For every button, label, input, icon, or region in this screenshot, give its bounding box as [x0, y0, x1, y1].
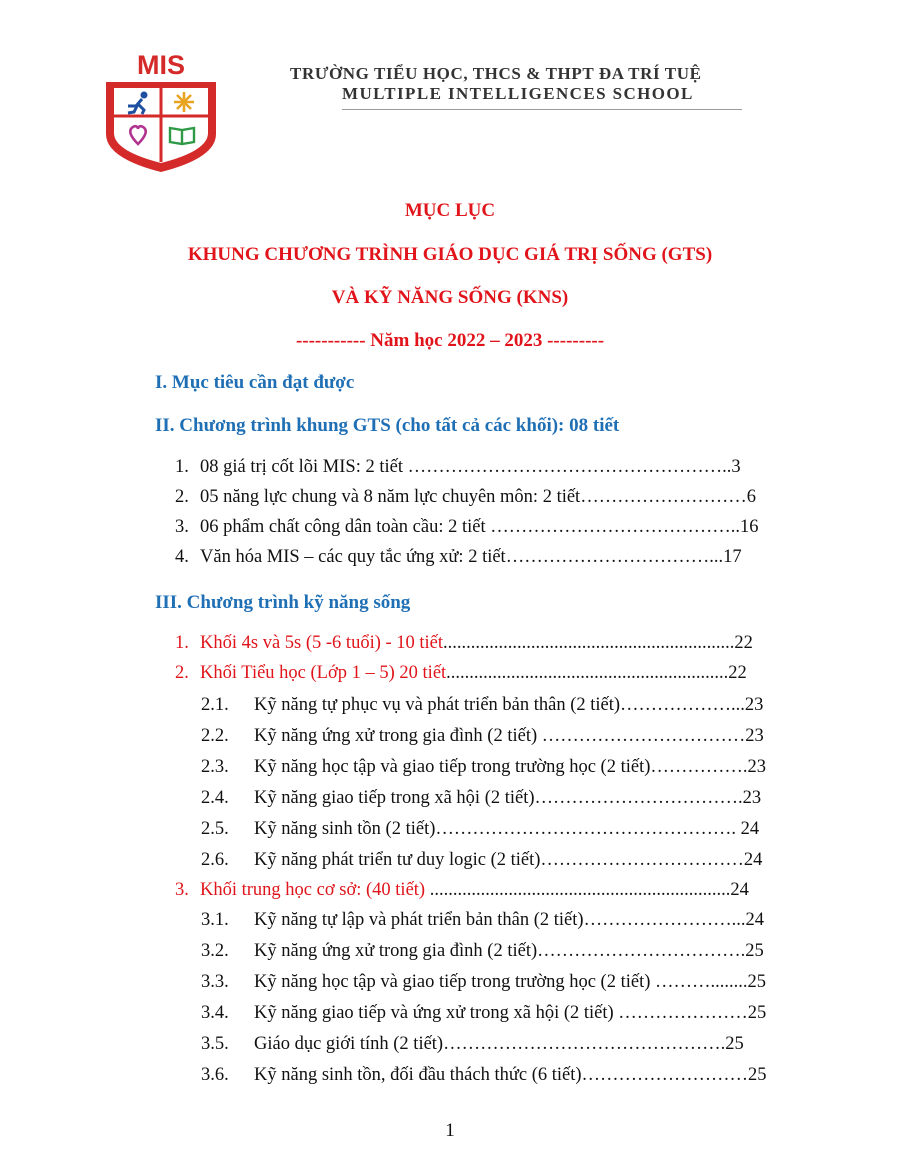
- section-heading-2[interactable]: II. Chương trình khung GTS (cho tất cả các khối): 08 tiết: [155, 415, 620, 436]
- toc-number: 3.2.: [201, 941, 229, 961]
- doc-title-line2: KHUNG CHƯƠNG TRÌNH GIÁO DỤC GIÁ TRỊ SỐNG (GTS): [187, 244, 713, 265]
- toc-number: 3.3.: [201, 972, 229, 992]
- toc-number: 3.5.: [201, 1034, 229, 1054]
- page-number: 1: [445, 1120, 455, 1141]
- toc-text: Khối trung học cơ sở: (40 tiết): [200, 880, 426, 900]
- toc-number: 3.6.: [201, 1065, 229, 1085]
- school-year-line: ----------- Năm học 2022 – 2023 ---------: [295, 330, 605, 351]
- toc-number: 2.: [175, 663, 189, 683]
- toc-text: 06 phẩm chất công dân toàn cầu: 2 tiết …………………………………..16: [200, 517, 759, 537]
- school-name-vi: TRƯỜNG TIỂU HỌC, THCS & THPT ĐA TRÍ TUỆ: [290, 64, 702, 83]
- toc-number: 2.4.: [201, 788, 229, 808]
- toc-text: Kỹ năng tự lập và phát triển bản thân (2 tiết)……………………...24: [254, 910, 764, 930]
- toc-text: Giáo dục giới tính (2 tiết)……………………………………….25: [254, 1034, 744, 1054]
- doc-title-line3: VÀ KỸ NĂNG SỐNG (KNS): [331, 287, 569, 308]
- doc-title-muc-luc: MỤC LỤC: [404, 200, 496, 221]
- mis-shield-icon: [100, 50, 222, 175]
- toc-number: 3.: [175, 517, 189, 537]
- toc-number: 2.: [175, 487, 189, 507]
- toc-leader-dots: .................................................................: [425, 880, 731, 900]
- section-heading-3[interactable]: III. Chương trình kỹ năng sống: [155, 592, 411, 613]
- toc-number: 4.: [175, 547, 189, 567]
- toc-number: 2.3.: [201, 757, 229, 777]
- school-name-block: [290, 64, 820, 104]
- toc-text: Kỹ năng học tập và giao tiếp trong trường học (2 tiết) ………........25: [254, 972, 767, 992]
- toc-text: Văn hóa MIS – các quy tắc ứng xử: 2 tiết……………………………...17: [200, 547, 742, 567]
- logo-text: MIS: [136, 50, 186, 80]
- toc-number: 3.: [175, 880, 189, 900]
- toc-number: 1.: [175, 457, 189, 477]
- toc-text: Kỹ năng phát triển tư duy logic (2 tiết)……………………………24: [254, 850, 763, 870]
- toc-leader-dots: ...............................................................: [443, 633, 735, 653]
- toc-number: 2.1.: [201, 695, 229, 715]
- toc-text: Kỹ năng học tập và giao tiếp trong trường học (2 tiết)…………….23: [254, 757, 767, 777]
- toc-number: 3.1.: [201, 910, 229, 930]
- school-logo: [100, 50, 222, 175]
- toc-text: Kỹ năng giao tiếp và ứng xử trong xã hội (2 tiết) …………………25: [254, 1003, 767, 1023]
- toc-page: 24: [730, 880, 749, 900]
- toc-page: 22: [734, 633, 753, 653]
- toc-number: 2.2.: [201, 726, 229, 746]
- toc-text: Kỹ năng giao tiếp trong xã hội (2 tiết)…………………………….23: [254, 788, 762, 808]
- school-name-en: MULTIPLE INTELLIGENCES SCHOOL: [342, 84, 694, 103]
- toc-number: 2.5.: [201, 819, 229, 839]
- section-heading-1[interactable]: I. Mục tiêu cần đạt được: [155, 372, 355, 393]
- toc-text: Kỹ năng ứng xử trong gia đình (2 tiết)…………………………….25: [254, 941, 764, 961]
- toc-page: 22: [728, 663, 747, 683]
- toc-number: 1.: [175, 633, 189, 653]
- toc-leader-dots: .............................................................: [446, 663, 729, 683]
- toc-number: 3.4.: [201, 1003, 229, 1023]
- toc-text: 05 năng lực chung và 8 năm lực chuyên môn: 2 tiết………………………6: [200, 487, 756, 507]
- toc-text: Kỹ năng tự phục vụ và phát triển bản thân (2 tiết)………………...23: [254, 695, 764, 715]
- toc-text: Khối Tiểu học (Lớp 1 – 5) 20 tiết: [200, 663, 447, 683]
- header-rule: [342, 109, 742, 110]
- toc-text: 08 giá trị cốt lõi MIS: 2 tiết ……………………………………………..3: [200, 457, 741, 477]
- toc-text: Kỹ năng ứng xử trong gia đình (2 tiết) ……………………………23: [254, 726, 764, 746]
- toc-text: Khối 4s và 5s (5 -6 tuổi) - 10 tiết: [200, 633, 444, 653]
- toc-text: Kỹ năng sinh tồn (2 tiết)…………………………………………. 24: [254, 819, 760, 839]
- toc-text: Kỹ năng sinh tồn, đối đầu thách thức (6 tiết)………………………25: [254, 1065, 767, 1085]
- toc-number: 2.6.: [201, 850, 229, 870]
